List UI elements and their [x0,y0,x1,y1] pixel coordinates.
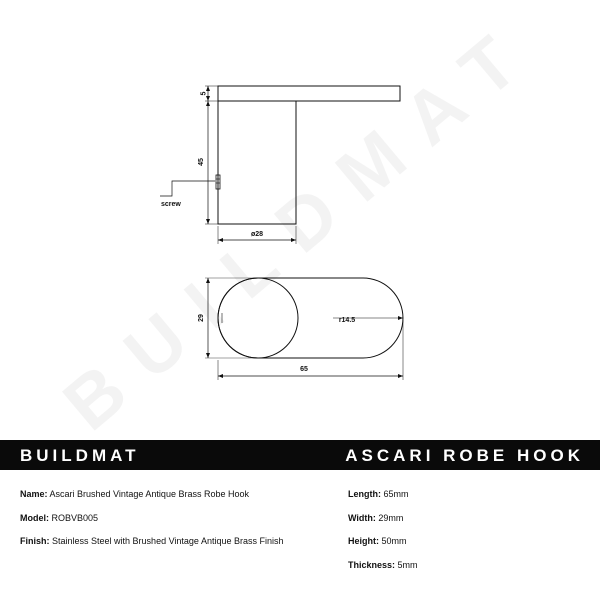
spec-label: Model: [20,512,49,523]
product-title: ASCARI ROBE HOOK [345,446,584,465]
spec-value: 50mm [381,536,407,546]
hook-body-circle [218,278,298,358]
spec-value: 65mm [383,489,409,499]
spec-value: 29mm [378,512,404,523]
spec-row-name [20,488,340,512]
spec-label: Name: [20,489,48,499]
top-view [205,278,403,380]
spec-row-thickness [348,559,588,583]
spec-value: Stainless Steel with Brushed Vintage Antique Brass Finish [52,536,284,546]
dim-width-label: 29 [198,314,205,322]
spec-label: Finish: [20,536,50,546]
spec-row-height [348,535,588,559]
dim-length-label: 65 [300,366,308,373]
specs-left-column [20,488,340,559]
brand-logo-text: BUILDMAT [20,446,140,465]
dim-height-label: 45 [198,158,205,166]
dim-radius-label: r14.5 [338,317,356,324]
spec-value: 5mm [397,559,418,570]
spec-row-finish [20,535,340,559]
spec-value: ROBVB005 [51,512,99,523]
specs-right-column [348,488,588,582]
spec-label: Height: [348,536,379,546]
screw-label: screw [161,201,181,208]
spec-value: Ascari Brushed Vintage Antique Brass Robe Hook [49,489,249,499]
dim-thickness-label: 5 [200,91,208,96]
hook-body-outline [218,101,296,224]
hook-plate-outline [218,86,400,101]
spec-label: Width: [348,512,376,523]
spec-label: Length: [348,489,381,499]
title-banner [0,440,600,470]
side-view [160,86,400,244]
dim-diameter-label: ø28 [250,231,264,238]
spec-row-model [20,512,340,536]
spec-row-width [348,512,588,536]
spec-row-length [348,488,588,512]
spec-label: Thickness: [348,559,396,570]
